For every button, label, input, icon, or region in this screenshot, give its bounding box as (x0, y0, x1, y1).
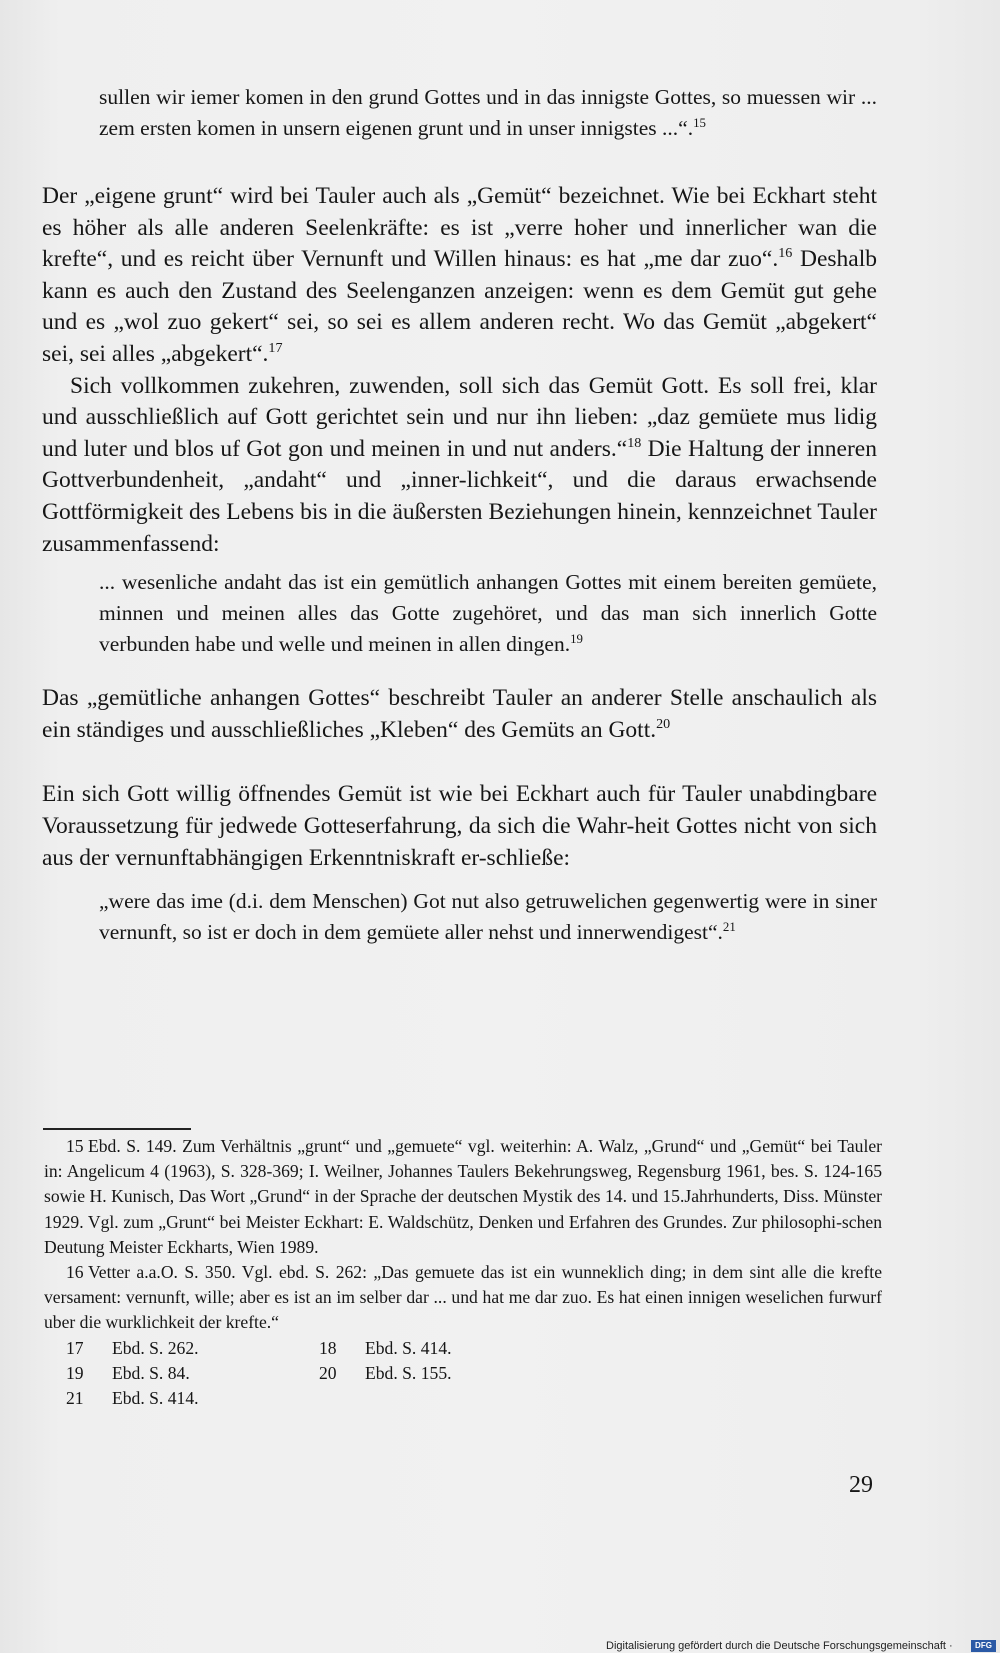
footnote-text: Ebd. S. 84. (112, 1362, 190, 1383)
footnotes (44, 1134, 882, 1411)
paragraph-text: Die Haltung der inneren Gottverbundenheit, „andaht“ und „inner-lichkeit“, und die daraus erwachsende Gottförmigkeit des Lebens bis in die äußersten Beziehungen hinein, kennzeichnet Tauler zusammenfassend: (42, 435, 877, 557)
footnote-row (44, 1336, 882, 1361)
paragraph-text: Der „eigene grunt“ wird bei Tauler auch als „Gemüt“ bezeichnet. Wie bei Eckhart steht es höher als alle anderen Seelenkräfte: es ist „verre hoher und innerlicher wan die krefte“, und es reicht über Vernunft und Willen hinaus: es hat „me dar zuo“. (42, 183, 877, 273)
footnote-number: 15 (66, 1136, 84, 1156)
paragraph-text: Sich vollkommen zukehren, zuwenden, soll sich das Gemüt Gott. Es soll frei, klar und ausschließlich auf Gott gerichtet sein und nur ihn lieben: „daz gemüete mus lidig und luter und blos uf Got gon und meinen in und nut anders.“ (42, 372, 877, 462)
paragraph-3 (42, 683, 877, 746)
quote-text: sullen wir iemer komen in den grund Gottes und in das innigste Gottes, so muessen wir ... zem ersten komen in unsern eigenen grunt und in unser innigstes ...“. (99, 85, 877, 140)
paragraph-4 (42, 779, 877, 874)
footnote-text: Vetter a.a.O. S. 350. Vgl. ebd. S. 262: „Das gemuete das ist ein wunneklich ding; in dem sint alle die krefte versament: vernunft, wille; aber es ist an im selber dar ... und hat me dar zuo. Es hat einen innigen weselichen furwurf uber die wurklichkeit der krefte.“ (44, 1262, 882, 1333)
quote-text: „were das ime (d.i. dem Menschen) Got nut also getruwelichen gegenwertig were in siner vernunft, so ist er doch in dem gemüete aller nehst und innerwendigest“. (99, 889, 877, 945)
footnote-20 (297, 1361, 550, 1386)
page-number: 29 (849, 1472, 873, 1498)
main-text (42, 82, 877, 948)
footnote-row (44, 1386, 882, 1411)
footnote-17 (44, 1336, 297, 1361)
paragraph-text: Das „gemütliche anhangen Gottes“ beschreibt Tauler an anderer Stelle anschaulich als ein ständiges und ausschließliches „Kleben“ des Gemüts an Gott. (42, 685, 877, 743)
footnote-21 (44, 1386, 297, 1411)
footnote-ref: 19 (570, 631, 583, 646)
footnote-19 (44, 1361, 297, 1386)
quote-block-1 (42, 82, 877, 144)
quote-text: ... wesenliche andaht das ist ein gemütlich anhangen Gottes mit einem bereiten gemüete, minnen und meinen alles das Gotte zugehöret, und das man sich innerlich Gotte verbunden habe und welle und meinen in allen dingen. (99, 570, 877, 657)
footnote-ref: 16 (778, 245, 793, 262)
footnote-rule (43, 1128, 191, 1130)
footnote-number: 19 (66, 1362, 84, 1383)
footnote-ref: 15 (693, 115, 706, 130)
footnote-15 (44, 1134, 882, 1260)
dfg-logo-icon: DFG (971, 1640, 996, 1652)
footnote-row (44, 1361, 882, 1386)
quote-block-2 (42, 567, 877, 660)
footnote-ref: 21 (722, 919, 736, 934)
footnote-18 (297, 1336, 550, 1361)
footnote-16 (44, 1260, 882, 1336)
footnote-text: Ebd. S. 149. Zum Verhältnis „grunt“ und „gemuete“ vgl. weiterhin: A. Walz, „Grund“ und „Gemüt“ bei Tauler in: Angelicum 4 (1963), S. 328-369; I. Weilner, Johannes Taulers Bekehrungsweg, Regensburg 1961, bes. S. 124-165 sowie H. Kunisch, Das Wort „Grund“ in der Sprache der deutschen Mystik des 14. und 15.Jahrhunderts, Diss. Münster 1929. Vgl. zum „Grunt“ bei Meister Eckhart: E. Waldschütz, Denken und Erfahren des Grundes. Zur philosophi-schen Deutung Meister Eckharts, Wien 1989. (44, 1136, 882, 1257)
paragraph-text: Ein sich Gott willig öffnendes Gemüt ist wie bei Eckhart auch für Tauler unabdingbare Voraussetzung für jedwede Gotteserfahrung, da sich die Wahr-heit Gottes nicht von sich aus der vernunftabhängigen Erkenntniskraft er-schließe: (42, 781, 877, 871)
paragraph-1 (42, 181, 877, 371)
quote-block-3 (42, 886, 877, 948)
paragraph-text: Deshalb kann es auch den Zustand des Seelenganzen anzeigen: wenn es dem Gemüt gut gehe und es „wol zuo gekert“ sei, so sei es allem anderen recht. Wo das Gemüt „abgekert“ sei, sei alles „abgekert“. (42, 246, 877, 367)
footnote-number: 17 (66, 1337, 84, 1358)
footnote-ref: 18 (627, 434, 642, 451)
footnote-ref: 20 (656, 715, 671, 732)
paragraph-2 (42, 371, 877, 561)
footnote-number: 16 (66, 1262, 84, 1283)
footnote-number: 21 (66, 1388, 84, 1409)
footnote-text: Ebd. S. 262. (112, 1337, 199, 1358)
digitization-credit: Digitalisierung gefördert durch die Deutsche Forschungsgemeinschaft · (606, 1640, 953, 1652)
footnote-text: Ebd. S. 414. (365, 1337, 452, 1358)
footnote-text: Ebd. S. 155. (365, 1362, 452, 1383)
footnote-number: 18 (319, 1337, 337, 1358)
footnote-text: Ebd. S. 414. (112, 1388, 199, 1409)
footnote-ref: 17 (268, 340, 283, 357)
footnote-number: 20 (319, 1362, 337, 1383)
